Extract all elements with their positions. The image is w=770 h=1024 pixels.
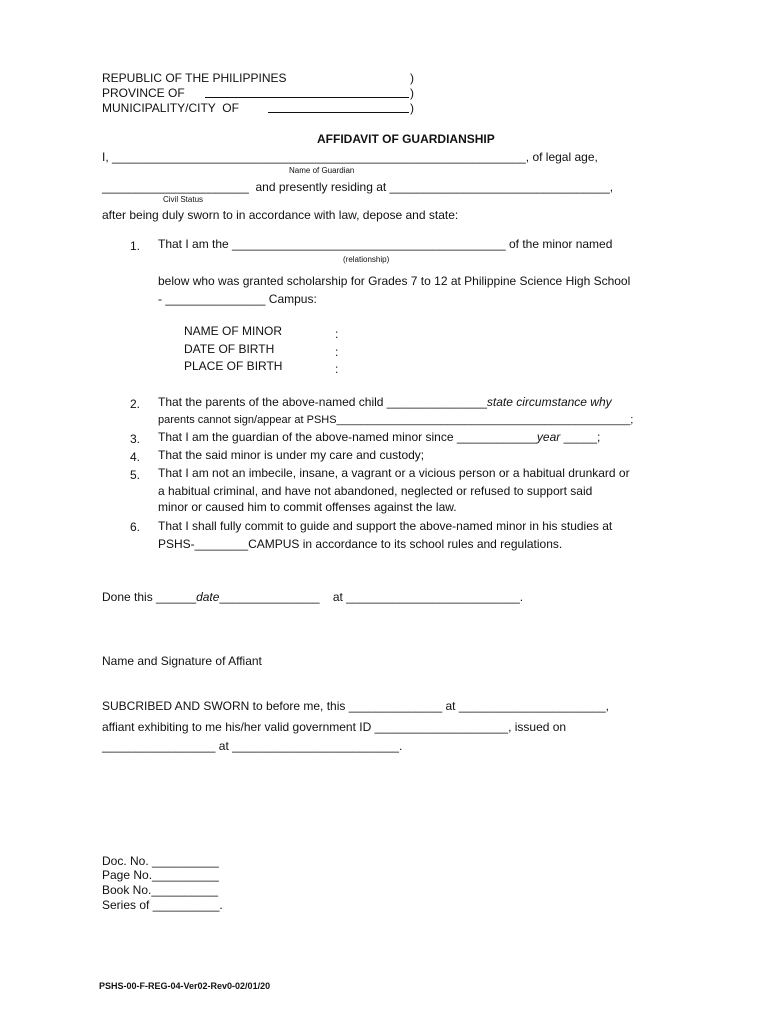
page-number: Page No.__________ <box>102 868 219 882</box>
minor-name-colon: : <box>335 327 339 341</box>
document-title: AFFIDAVIT OF GUARDIANSHIP <box>317 132 495 146</box>
sworn-line-1: SUBCRIBED AND SWORN to before me, this ______________ at ______________________, <box>102 699 609 713</box>
item-5-line-3: minor or caused him to commit offenses against the law. <box>158 500 457 514</box>
province-field[interactable] <box>205 97 409 98</box>
minor-name-label: NAME OF MINOR <box>184 324 282 338</box>
minor-pob-colon: : <box>335 362 339 376</box>
minor-pob-label: PLACE OF BIRTH <box>184 359 283 373</box>
name-of-guardian-caption: Name of Guardian <box>289 166 355 175</box>
sworn-line-2: affiant exhibiting to me his/her valid government ID ____________________, issued on <box>102 720 567 734</box>
book-number: Book No.__________ <box>102 883 219 897</box>
municipality-field[interactable] <box>268 112 409 113</box>
affiant-signature-label: Name and Signature of Affiant <box>102 654 262 668</box>
republic-label: REPUBLIC OF THE PHILIPPINES <box>102 71 287 85</box>
header-paren-1: ) <box>410 71 414 85</box>
civil-status-residence-line: ______________________ and presently residing at _________________________________, <box>102 180 614 194</box>
minor-dob-colon: : <box>335 345 339 359</box>
guardian-name-line: I, ______________________________________________________________, of legal age, <box>102 150 598 164</box>
form-code-footer: PSHS-00-F-REG-04-Ver02-Rev0-02/01/20 <box>99 981 271 991</box>
minor-dob-label: DATE OF BIRTH <box>184 342 275 356</box>
item-4-number: 4. <box>130 450 141 464</box>
item-2-line-2: parents cannot sign/appear at PSHS________________________________________________; <box>158 414 634 426</box>
item-6-line-2: PSHS-________CAMPUS in accordance to its school rules and regulations. <box>158 537 563 551</box>
item-2-line-1: That the parents of the above-named child _______________state circumstance why <box>158 395 612 409</box>
item-1-line-3: - _______________ Campus: <box>158 292 317 306</box>
header-paren-3: ) <box>410 101 414 115</box>
item-5-number: 5. <box>130 468 141 482</box>
item-1-line-2: below who was granted scholarship for Grades 7 to 12 at Philippine Science High School <box>158 274 631 288</box>
item-3-number: 3. <box>130 432 141 446</box>
item-4-text: That the said minor is under my care and custody; <box>158 448 425 462</box>
item-1-line-1: That I am the _________________________________________ of the minor named <box>158 237 613 251</box>
header-paren-2: ) <box>410 86 414 100</box>
series-of: Series of __________. <box>102 898 223 912</box>
item-1-number: 1. <box>130 239 141 253</box>
item-5-line-1: That I am not an imbecile, insane, a vagrant or a vicious person or a habitual drunkard or <box>158 466 630 480</box>
sworn-line-3: _________________ at _________________________. <box>102 739 403 753</box>
relationship-caption: (relationship) <box>343 255 390 264</box>
done-this-line: Done this ______date_______________ at __________________________. <box>102 590 524 604</box>
item-3-text: That I am the guardian of the above-named minor since ____________year _____; <box>158 430 601 444</box>
item-2-number: 2. <box>130 397 141 411</box>
civil-status-caption: Civil Status <box>163 195 204 204</box>
doc-number: Doc. No. __________ <box>102 854 219 868</box>
item-6-line-1: That I shall fully commit to guide and support the above-named minor in his studies at <box>158 519 613 533</box>
sworn-statement-intro: after being duly sworn to in accordance with law, depose and state: <box>102 208 459 222</box>
municipality-label: MUNICIPALITY/CITY OF <box>102 101 239 115</box>
province-label: PROVINCE OF <box>102 86 185 100</box>
item-6-number: 6. <box>130 520 141 534</box>
item-5-line-2: a habitual criminal, and have not abandoned, neglected or refused to support said <box>158 484 593 498</box>
